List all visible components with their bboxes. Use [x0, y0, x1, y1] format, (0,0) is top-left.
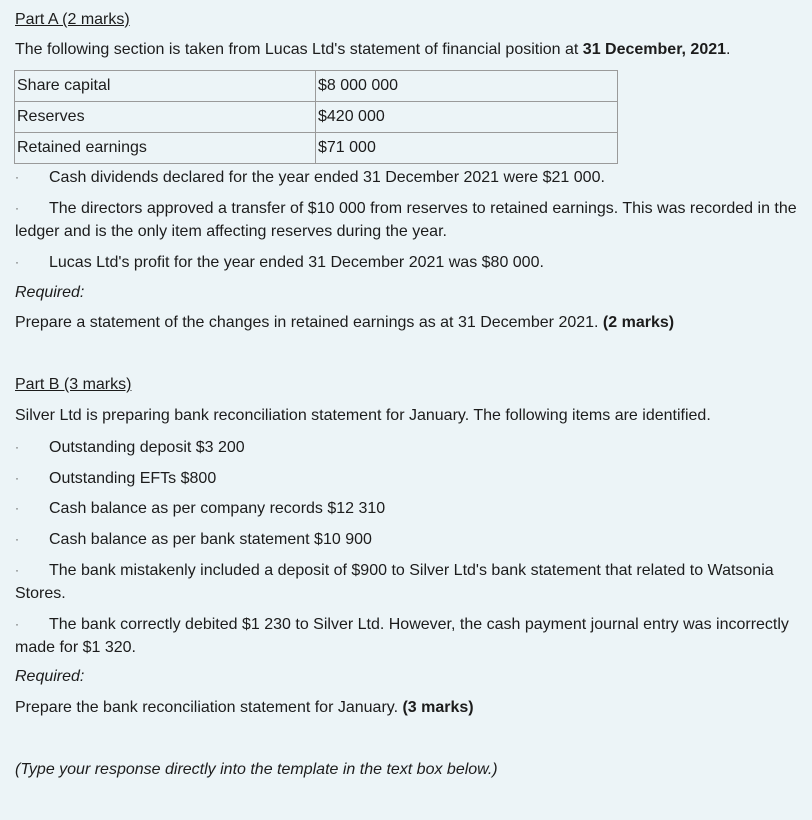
part-a-intro-prefix: The following section is taken from Lucas Ltd's statement of financial position at: [15, 41, 583, 58]
table-row: [15, 133, 618, 164]
part-a-task: [15, 312, 674, 334]
bullet-icon: ·: [15, 471, 19, 485]
part-a-required-label: Required:: [15, 284, 85, 301]
bullet-icon: ·: [15, 170, 19, 184]
part-a-intro-suffix: .: [726, 41, 731, 58]
table-cell-label: Share capital: [15, 71, 316, 102]
table-cell-value: $8 000 000: [316, 71, 618, 102]
bullet-icon: ·: [15, 532, 19, 546]
part-b-heading: Part B (3 marks): [15, 376, 132, 393]
bullet-icon: ·: [15, 201, 19, 215]
list-item-text: Lucas Ltd's profit for the year ended 31 December 2021 was $80 000.: [49, 254, 544, 271]
part-a-intro-date: 31 December, 2021: [582, 41, 727, 58]
table-row: [15, 102, 618, 133]
table-cell-value: $420 000: [316, 102, 618, 133]
list-item-text: The bank correctly debited $1 230 to Silver Ltd. However, the cash payment journal entry was incorrectly made for $1 320.: [15, 616, 789, 656]
list-item-text: Outstanding EFTs $800: [49, 470, 217, 487]
part-a-intro: [15, 39, 730, 61]
list-item: [15, 559, 805, 605]
list-item: [15, 251, 805, 274]
list-item-text: Cash dividends declared for the year ended 31 December 2021 were $21 000.: [49, 169, 605, 186]
part-b-required-label: Required:: [15, 668, 85, 685]
response-instruction: (Type your response directly into the template in the text box below.): [15, 761, 498, 778]
list-item-text: Cash balance as per company records $12 310: [49, 500, 386, 517]
bullet-icon: ·: [15, 255, 19, 269]
bullet-icon: ·: [15, 563, 19, 577]
list-item: [15, 166, 805, 189]
bullet-icon: ·: [15, 440, 19, 454]
part-b-task-marks: (3 marks): [402, 699, 474, 716]
list-item: [15, 497, 805, 520]
part-a-task-marks: (2 marks): [602, 314, 675, 331]
list-item: [15, 436, 805, 459]
part-b-task-text: Prepare the bank reconciliation statement for January.: [15, 699, 403, 716]
list-item: [15, 197, 805, 243]
bullet-icon: ·: [15, 501, 19, 515]
part-b-intro: Silver Ltd is preparing bank reconciliation statement for January. The following items are identified.: [15, 407, 711, 424]
list-item-text: The bank mistakenly included a deposit of $900 to Silver Ltd's bank statement that related to Watsonia Stores.: [15, 562, 774, 602]
list-item-text: The directors approved a transfer of $10 000 from reserves to retained earnings. This was recorded in the ledger and is the only item affecting reserves during the year.: [15, 200, 797, 240]
bullet-icon: ·: [15, 617, 19, 631]
financial-position-table: [14, 70, 618, 164]
list-item: [15, 528, 805, 551]
part-a-task-text: Prepare a statement of the changes in retained earnings as at 31 December 2021.: [15, 314, 603, 331]
list-item-text: Cash balance as per bank statement $10 900: [49, 531, 372, 548]
table-row: [15, 71, 618, 102]
list-item: [15, 467, 805, 490]
part-b-task: [15, 697, 474, 719]
table-cell-label: Reserves: [15, 102, 316, 133]
list-item-text: Outstanding deposit $3 200: [49, 439, 245, 456]
table-cell-value: $71 000: [316, 133, 618, 164]
part-a-heading: Part A (2 marks): [15, 11, 130, 28]
table-cell-label: Retained earnings: [15, 133, 316, 164]
list-item: [15, 613, 805, 659]
